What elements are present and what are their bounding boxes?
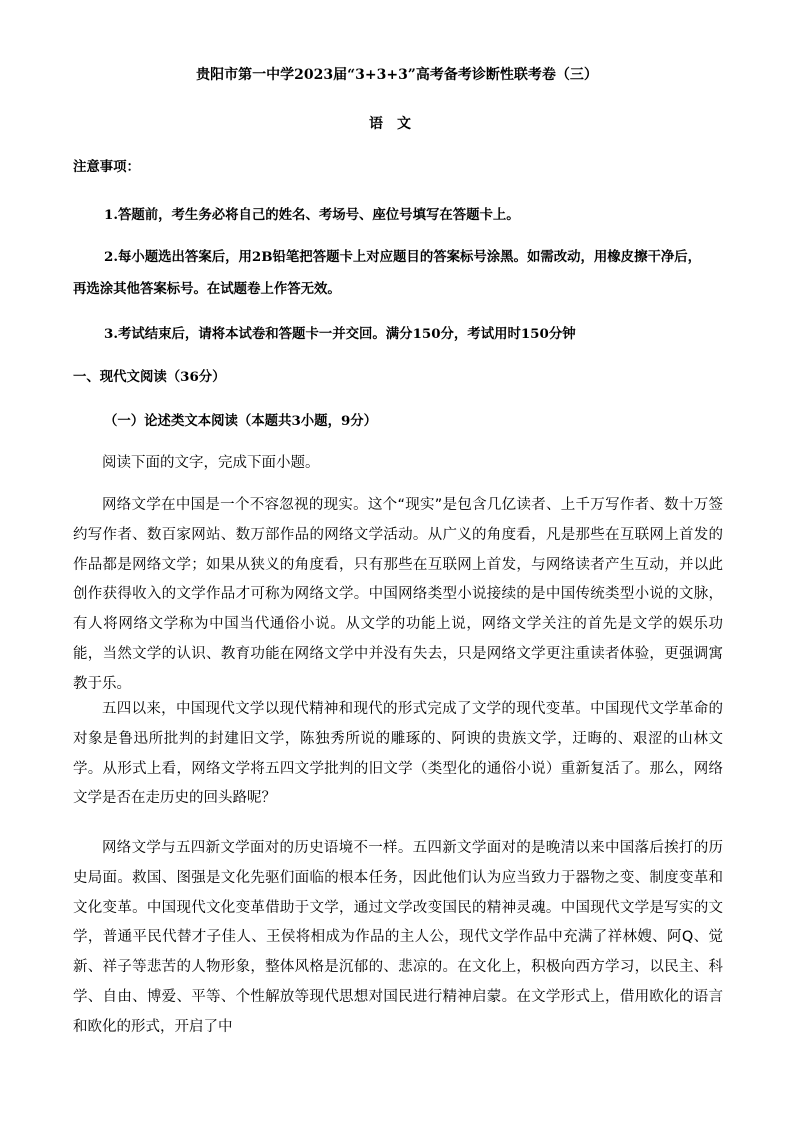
passage-paragraph-3: 网络文学与五四新文学面对的历史语境不一样。五四新文学面对的是晚清以来中国落后挨打的历史局面。救国、图强是文化先驱们面临的根本任务，因此他们认为应当致力于器物之变、制度变革和文化变革。中国现代文化变革借助于文学，通过文学改变国民的精神灵魂。中国现代文学是写实的文学，普通平民代替才子佳人、王侯将相成为作品的主人公，现代文学作品中充满了祥林嫂、阿Q、觉新、祥子等悲苦的人物形象，整体风格是沉郁的、悲凉的。在文化上，积极向西方学习，以民主、科学、自由、博爱、平等、个性解放等现代思想对国民进行精神启蒙。在文学形式上，借用欧化的语言和欧化的形式，开启了中 bbox=[73, 840, 723, 1035]
notice-item-2: 2.每小题选出答案后，用2B铅笔把答题卡上对应题目的答案标号涂黑。如需改动，用橡皮擦干净后，再选涂其他答案标号。在试题卷上作答无效。 bbox=[73, 249, 702, 297]
notice-item-1: 1.答题前，考生务必将自己的姓名、考场号、座位号填写在答题卡上。 bbox=[104, 207, 520, 223]
notice-heading: 注意事项： bbox=[73, 159, 140, 175]
reading-instruction: 阅读下面的文字，完成下面小题。 bbox=[102, 455, 320, 471]
subsection-heading: （一）论述类文本阅读（本题共3小题，9分） bbox=[104, 413, 378, 429]
notice-item-3: 3.考试结束后，请将本试卷和答题卡一并交回。满分150分，考试用时150分钟 bbox=[104, 326, 576, 342]
passage-paragraph-2: 五四以来，中国现代文学以现代精神和现代的形式完成了文学的现代变革。中国现代文学革命的对象是鲁迅所批判的封建旧文学，陈独秀所说的雕琢的、阿谀的贵族文学，迂晦的、艰涩的山林文学。从形式上看，网络文学将五四文学批判的旧文学（类型化的通俗小说）重新复活了。那么，网络文学是否在走历史的回头路呢？ bbox=[73, 701, 723, 807]
exam-title: 贵阳市第一中学2023届“3+3+3”高考备考诊断性联考卷（三） bbox=[196, 67, 598, 83]
section-heading: 一、现代文阅读（36分） bbox=[73, 369, 226, 385]
subject-title: 语文 bbox=[369, 116, 425, 132]
passage-paragraph-1: 网络文学在中国是一个不容忽视的现实。这个“现实”是包含几亿读者、上千万写作者、数十万签约写作者、数百家网站、数万部作品的网络文学活动。从广义的角度看，凡是那些在互联网上首发的作品都是网络文学；如果从狭义的角度看，只有那些在互联网上首发，与网络读者产生互动，并以此创作获得收入的文学作品才可称为网络文学。中国网络类型小说接续的是中国传统类型小说的文脉，有人将网络文学称为中国当代通俗小说。从文学的功能上说，网络文学关注的首先是文学的娱乐功能，当然文学的认识、教育功能在网络文学中并没有失去，只是网络文学更注重读者体验，更强调寓教于乐。 bbox=[73, 497, 723, 692]
